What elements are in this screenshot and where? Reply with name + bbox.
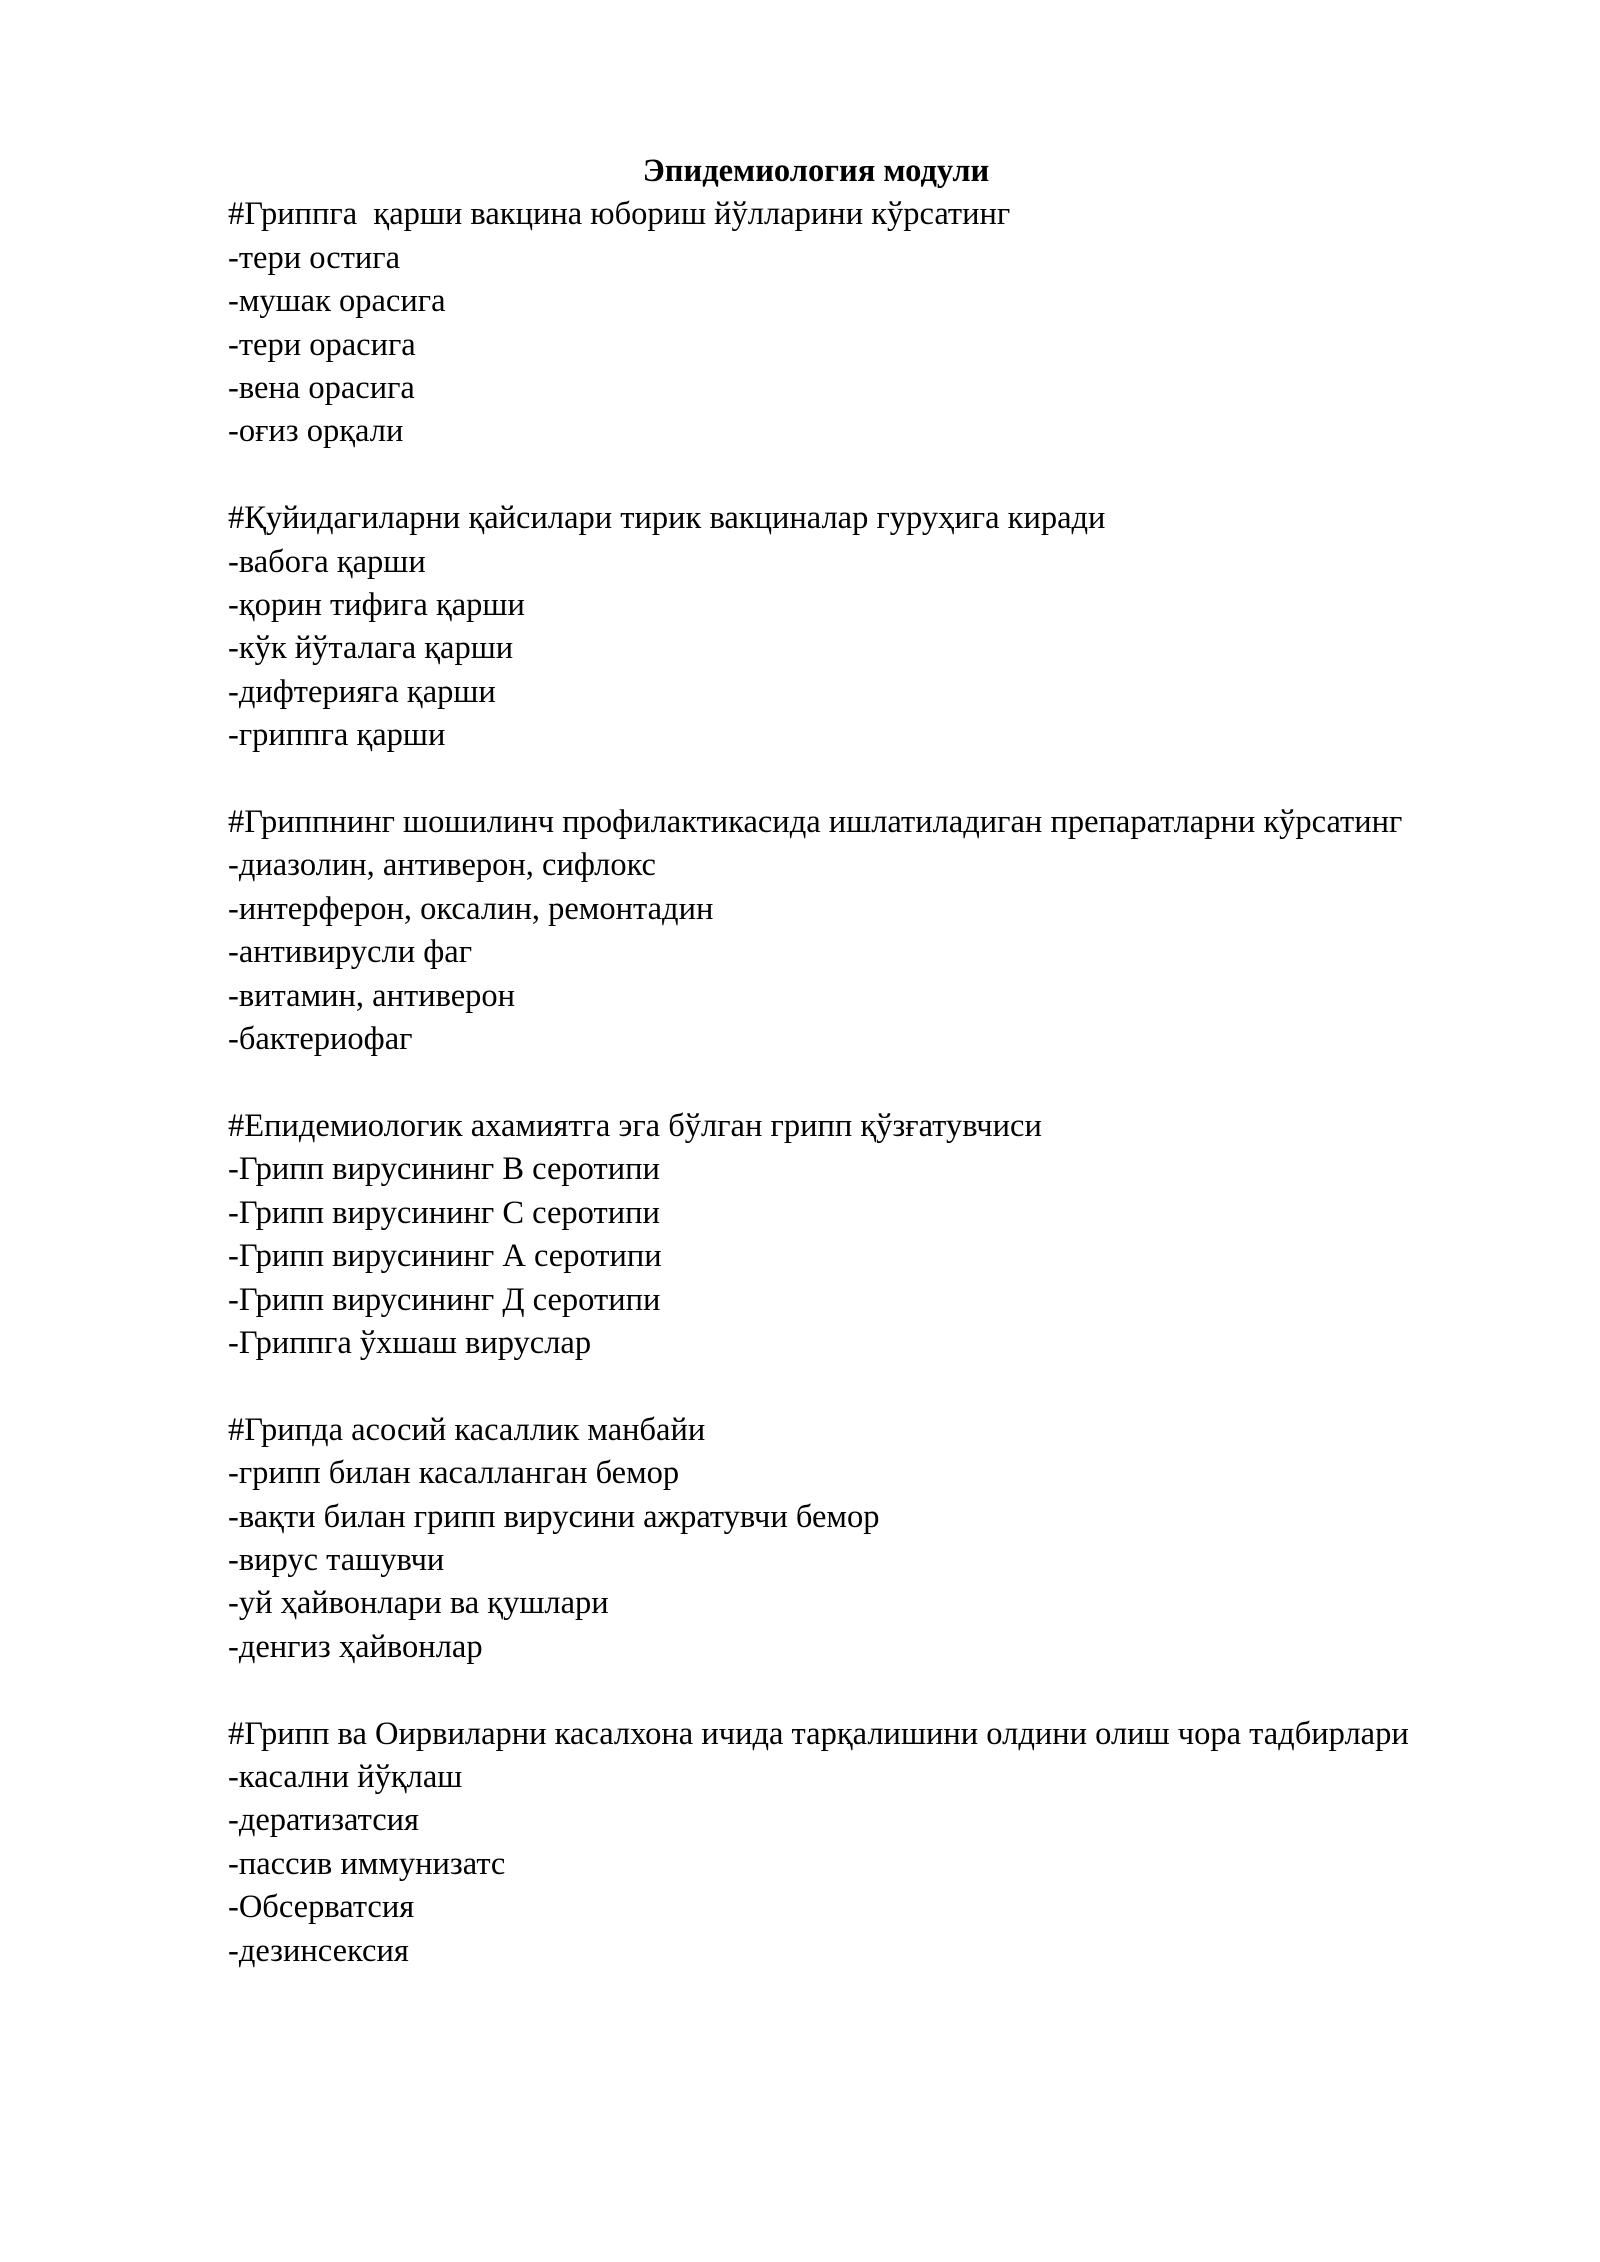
answer-option: -интерферон, оксалин, ремонтадин (228, 890, 714, 927)
question-text: #Гриппнинг шошилинч профилактикасида ишлатиладиган препаратларни кўрсатинг (228, 804, 1403, 841)
answer-option: -Обсерватсия (228, 1889, 415, 1926)
answer-option: -мушак орасига (228, 283, 446, 320)
answer-option: -касални йўқлаш (228, 1758, 463, 1795)
answer-option: -Грипп вирусининг А серотипи (228, 1238, 662, 1275)
answer-option: -гриппга қарши (228, 717, 446, 754)
document-body (228, 150, 1458, 1973)
answer-option: -тери остига (228, 239, 401, 276)
answer-option: -вабога қарши (228, 543, 426, 580)
answer-option: -дезинсексия (228, 1932, 409, 1969)
question-text: #Грипда асосий касаллик манбайи (228, 1411, 706, 1448)
document-title: Эпидемиология модули (642, 153, 990, 189)
answer-option: -қорин тифига қарши (228, 587, 525, 624)
answer-option: -кўк йўталага қарши (228, 630, 514, 667)
answer-option: -дифтерияга қарши (228, 673, 496, 710)
answer-option: -Гриппга ўхшаш вируслар (228, 1324, 592, 1361)
question-block (228, 1713, 1458, 1973)
answer-option: -грипп билан касалланган бемор (228, 1455, 680, 1492)
answer-option: -тери орасига (228, 326, 416, 363)
question-block (228, 1105, 1458, 1365)
question-text: #Епидемиологик ахамиятга эга бўлган грипп қўзғатувчиси (228, 1107, 1042, 1144)
answer-option: -вақти билан грипп вирусини ажратувчи бемор (228, 1498, 880, 1535)
answer-option: -уй ҳайвонлари ва қушлари (228, 1585, 609, 1622)
answer-option: -оғиз орқали (228, 413, 404, 450)
question-text: #Қуйидагиларни қайсилари тирик вакциналар гуруҳига киради (228, 500, 1106, 537)
question-text: #Грипп ва Оирвиларни касалхона ичида тарқалишини олдини олиш чора тадбирлари (228, 1715, 1409, 1752)
answer-option: -антивирусли фаг (228, 934, 473, 971)
answer-option: -денгиз ҳайвонлар (228, 1628, 483, 1665)
answer-option: -Грипп вирусининг Д серотипи (228, 1281, 661, 1318)
answer-option: -витамин, антиверон (228, 977, 516, 1014)
answer-option: -Грипп вирусининг С серотипи (228, 1194, 660, 1231)
answer-option: -вирус ташувчи (228, 1541, 445, 1578)
question-text: #Гриппга қарши вакцина юбориш йўлларини кўрсатинг (228, 196, 1011, 233)
answer-option: -дератизатсия (228, 1802, 420, 1839)
question-block (228, 1409, 1458, 1669)
answer-option: -пассив иммунизатс (228, 1845, 506, 1882)
question-block (228, 497, 1458, 757)
answer-option: -бактериофаг (228, 1021, 413, 1058)
question-block (228, 801, 1458, 1061)
question-list (228, 193, 1458, 1973)
answer-option: -Грипп вирусининг В серотипи (228, 1151, 660, 1188)
question-block (228, 193, 1458, 453)
answer-option: -диазолин, антиверон, сифлокс (228, 847, 656, 884)
answer-option: -вена орасига (228, 370, 415, 407)
